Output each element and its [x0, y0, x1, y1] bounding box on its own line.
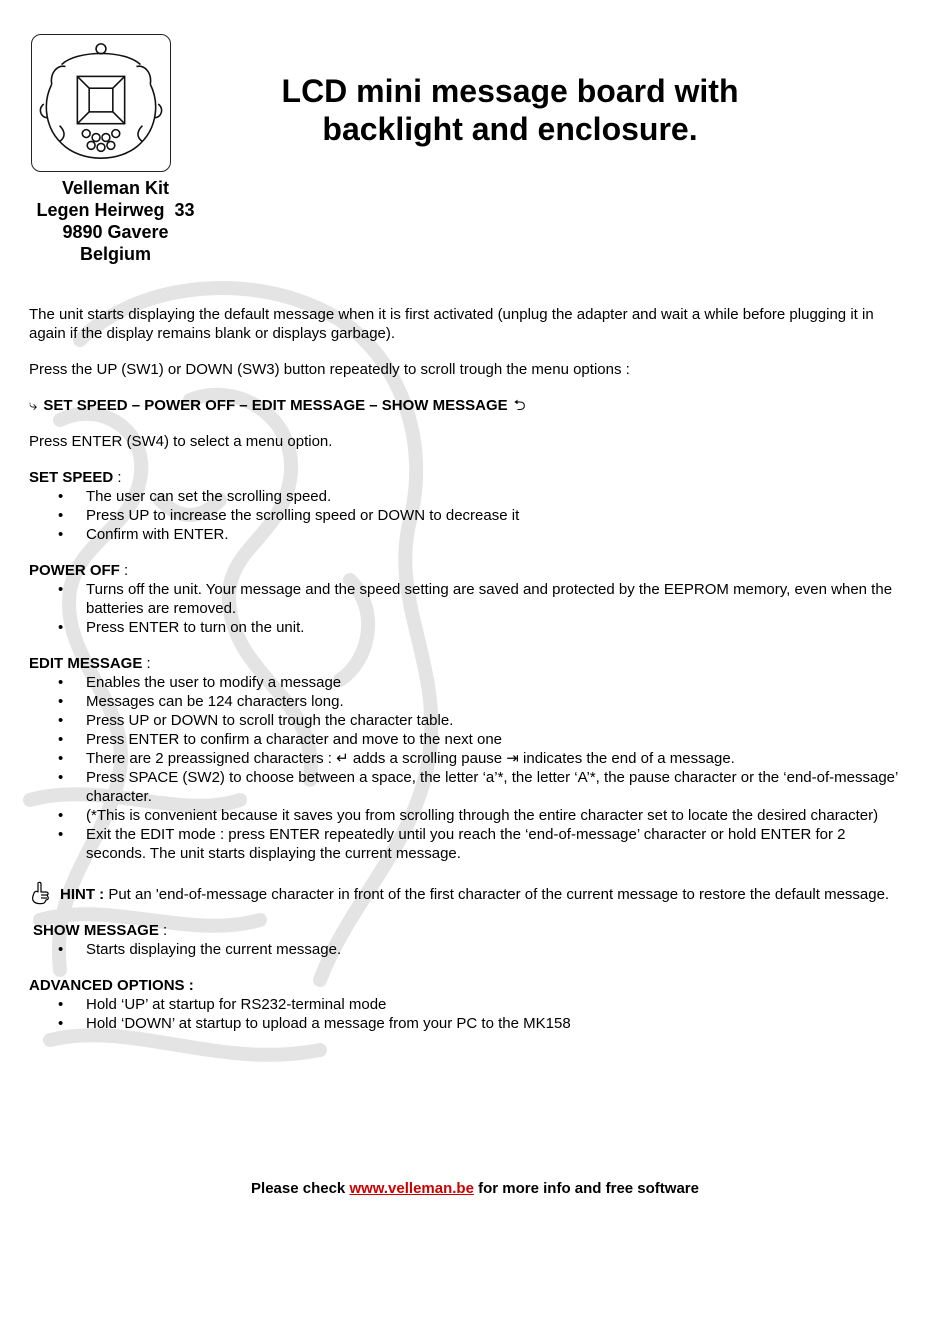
list-item — [29, 525, 904, 544]
velleman-logo — [31, 34, 171, 172]
menu-cycle — [29, 396, 904, 415]
scroll-instruction: Press the UP (SW1) or DOWN (SW3) button repeatedly to scroll trough the menu options : — [29, 361, 630, 378]
edit-message-list — [29, 673, 904, 863]
document-title — [230, 72, 790, 148]
list-item-text: Messages can be 124 characters long. — [86, 693, 344, 710]
list-item — [29, 692, 904, 711]
list-item-text: Confirm with ENTER. — [86, 526, 229, 543]
list-item-text: Press UP to increase the scrolling speed or DOWN to decrease it — [86, 507, 520, 524]
hint-text: Put an 'end-of-message character in front of the first character of the current message to restore the default message. — [104, 886, 890, 903]
list-item — [29, 995, 904, 1014]
list-item — [29, 806, 904, 825]
advanced-options-heading: ADVANCED OPTIONS : — [29, 977, 194, 994]
bullet: • — [58, 1015, 64, 1032]
list-item — [29, 711, 904, 730]
list-item — [29, 940, 904, 959]
list-item-text: Press UP or DOWN to scroll trough the character table. — [86, 712, 454, 729]
power-off-heading — [29, 561, 904, 580]
bullet: • — [58, 750, 64, 767]
list-item-text: Enables the user to modify a message — [86, 674, 342, 691]
footer-note — [0, 1180, 950, 1197]
section-title: EDIT MESSAGE — [29, 655, 143, 672]
show-message-list — [29, 940, 904, 959]
list-item — [29, 1014, 904, 1033]
menu-cycle-text: SET SPEED – POWER OFF – EDIT MESSAGE – SHOW MESSAGE — [43, 397, 508, 414]
title-line-1: LCD mini message board with — [281, 73, 739, 109]
list-item — [29, 487, 904, 506]
footer-prefix: Please check — [251, 1180, 350, 1197]
list-item-text: There are 2 preassigned characters : ↵ adds a scrolling pause ⇥ indicates the end of a message. — [86, 750, 735, 767]
bullet: • — [58, 712, 64, 729]
bullet: • — [58, 826, 64, 843]
list-item-text: (*This is convenient because it saves you from scrolling through the entire character set to locate the desired character) — [86, 807, 879, 824]
bullet: • — [58, 507, 64, 524]
list-item-text: Press ENTER to confirm a character and move to the next one — [86, 731, 503, 748]
list-item-text: Exit the EDIT mode : press ENTER repeatedly until you reach the ‘end-of-message’ character or hold ENTER for 2 seconds. The unit starts displaying the current message. — [86, 826, 846, 862]
list-item — [29, 749, 904, 768]
bullet: • — [58, 674, 64, 691]
heading-colon: : — [158, 922, 168, 939]
bullet: • — [58, 731, 64, 748]
section-title: SHOW MESSAGE — [33, 922, 159, 939]
title-line-2: backlight and enclosure. — [322, 111, 698, 147]
address-line-4: Belgium — [79, 244, 151, 264]
address-line-1: Velleman Kit — [61, 178, 170, 198]
list-item-text: Hold ‘DOWN’ at startup to upload a message from your PC to the MK158 — [86, 1015, 571, 1032]
advanced-options-list — [29, 995, 904, 1033]
power-off-list — [29, 580, 904, 637]
bullet: • — [58, 693, 64, 710]
select-instruction: Press ENTER (SW4) to select a menu option. — [29, 433, 333, 450]
section-title: POWER OFF — [29, 562, 120, 579]
document-body — [29, 305, 904, 1033]
list-item — [29, 730, 904, 749]
bullet: • — [58, 526, 64, 543]
list-item-text: The user can set the scrolling speed. — [86, 488, 332, 505]
bullet: • — [58, 941, 64, 958]
list-item-text: Press ENTER to turn on the unit. — [86, 619, 305, 636]
list-item — [29, 673, 904, 692]
bullet: • — [58, 619, 64, 636]
bullet: • — [58, 581, 64, 598]
heading-colon: : — [119, 562, 129, 579]
list-item — [29, 825, 904, 863]
velleman-website-link[interactable]: www.velleman.be — [349, 1180, 474, 1197]
list-item — [29, 768, 904, 806]
list-item-text: Starts displaying the current message. — [86, 941, 342, 958]
section-title: SET SPEED — [29, 469, 114, 486]
address-line-3: 9890 Gavere — [62, 222, 169, 242]
list-item — [29, 580, 904, 618]
hint-label: HINT : — [60, 886, 105, 903]
list-item-text: Turns off the unit. Your message and the speed setting are saved and protected by the EEPROM memory, even when the batteries are removed. — [86, 581, 893, 617]
bullet: • — [58, 488, 64, 505]
company-address — [28, 177, 203, 265]
cycle-end-icon: ⮌ — [513, 397, 526, 414]
bullet: • — [58, 769, 64, 786]
list-item-text: Press SPACE (SW2) to choose between a space, the letter ‘a’*, the letter ‘A’*, the pause character or the ‘end-of-message’ character. — [86, 769, 898, 805]
pointing-hand-icon — [29, 881, 51, 905]
show-message-heading — [29, 921, 904, 940]
hint-paragraph — [29, 885, 904, 904]
intro-paragraph: The unit starts displaying the default message when it is first activated (unplug the adapter and wait a while before plugging it in again if the display remains blank or displays garbage). — [29, 306, 874, 342]
edit-message-heading — [29, 654, 904, 673]
set-speed-list — [29, 487, 904, 544]
list-item — [29, 618, 904, 637]
footer-suffix: for more info and free software — [473, 1180, 699, 1197]
set-speed-heading — [29, 468, 904, 487]
heading-colon: : — [142, 655, 151, 672]
cycle-start-icon: ⤷ — [29, 397, 38, 414]
bullet: • — [58, 996, 64, 1013]
list-item — [29, 506, 904, 525]
address-line-2: Legen Heirweg 33 — [36, 200, 195, 220]
bullet: • — [58, 807, 64, 824]
list-item-text: Hold ‘UP’ at startup for RS232-terminal mode — [86, 996, 387, 1013]
heading-colon: : — [113, 469, 122, 486]
